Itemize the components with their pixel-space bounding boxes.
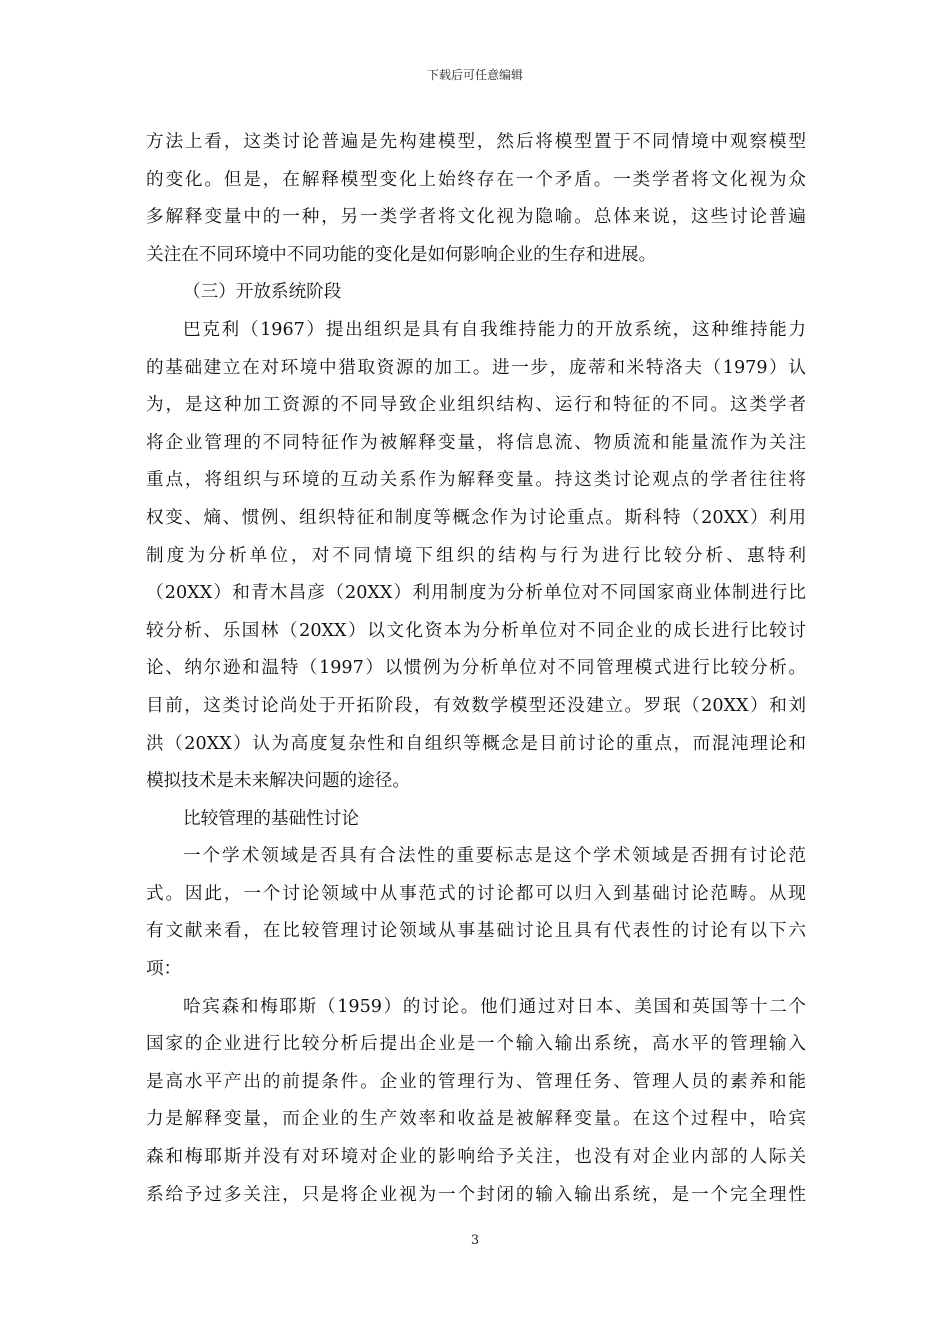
text-line: 目前，这类讨论尚处于开拓阶段，有效数学模型还没建立。罗珉（20XX）和刘 [146, 695, 806, 716]
text-line: 项： [146, 959, 182, 980]
text-line: 模拟技术是未来解决问题的途径。 [146, 771, 410, 792]
text-line: 多解释变量中的一种，另一类学者将文化视为隐喻。总体来说，这些讨论普遍 [146, 207, 806, 228]
text-line: 将企业管理的不同特征作为被解释变量，将信息流、物质流和能量流作为关注 [146, 432, 806, 453]
text-line: 哈宾森和梅耶斯（1959）的讨论。他们通过对日本、美国和英国等十二个 [183, 996, 806, 1017]
page-number: 3 [470, 1233, 480, 1248]
page-header: 下载后可任意编辑 [426, 68, 523, 82]
text-line: 的基础建立在对环境中猎取资源的加工。进一步，庞蒂和米特洛夫（1979）认 [146, 357, 806, 378]
text-line: 的变化。但是，在解释模型变化上始终存在一个矛盾。一类学者将文化视为众 [146, 169, 806, 190]
text-line: 比较管理的基础性讨论 [183, 808, 359, 829]
text-line: 较分析、乐国林（20XX）以文化资本为分析单位对不同企业的成长进行比较讨 [146, 620, 806, 641]
text-line: 方法上看，这类讨论普遍是先构建模型，然后将模型置于不同情境中观察模型 [146, 132, 806, 152]
text-line: 巴克利（1967）提出组织是具有自我维持能力的开放系统，这种维持能力 [183, 319, 806, 340]
text-line: 有文献来看，在比较管理讨论领域从事基础讨论且具有代表性的讨论有以下六 [146, 921, 806, 942]
text-line: 国家的企业进行比较分析后提出企业是一个输入输出系统，高水平的管理输入 [146, 1034, 806, 1055]
text-line: （三）开放系统阶段 [183, 282, 342, 303]
text-line: 权变、熵、惯例、组织特征和制度等概念作为讨论重点。斯科特（20XX）利用 [146, 507, 806, 528]
body-text [146, 124, 806, 1214]
text-line: 一个学术领域是否具有合法性的重要标志是这个学术领域是否拥有讨论范 [183, 846, 806, 867]
text-line: 洪（20XX）认为高度复杂性和自组织等概念是目前讨论的重点，而混沌理论和 [146, 733, 806, 754]
text-line: 力是解释变量，而企业的生产效率和收益是被解释变量。在这个过程中，哈宾 [146, 1109, 806, 1130]
text-line: 关注在不同环境中不同功能的变化是如何影响企业的生存和进展。 [146, 244, 657, 265]
text-line: 式。因此，一个讨论领域中从事范式的讨论都可以归入到基础讨论范畴。从现 [146, 883, 806, 904]
text-line: 系给予过多关注，只是将企业视为一个封闭的输入输出系统，是一个完全理性 [146, 1184, 806, 1205]
text-line: 是高水平产出的前提条件。企业的管理行为、管理任务、管理人员的素养和能 [146, 1071, 806, 1092]
text-line: 森和梅耶斯并没有对环境对企业的影响给予关注，也没有对企业内部的人际关 [146, 1147, 806, 1168]
text-line: （20XX）和青木昌彦（20XX）利用制度为分析单位对不同国家商业体制进行比 [146, 583, 806, 604]
text-line: 论、纳尔逊和温特（1997）以惯例为分析单位对不同管理模式进行比较分析。 [146, 658, 806, 679]
text-line: 为，是这种加工资源的不同导致企业组织结构、运行和特征的不同。这类学者 [146, 395, 806, 416]
text-line: 重点，将组织与环境的互动关系作为解释变量。持这类讨论观点的学者往往将 [146, 470, 806, 491]
text-line: 制度为分析单位，对不同情境下组织的结构与行为进行比较分析、惠特利 [146, 545, 806, 566]
